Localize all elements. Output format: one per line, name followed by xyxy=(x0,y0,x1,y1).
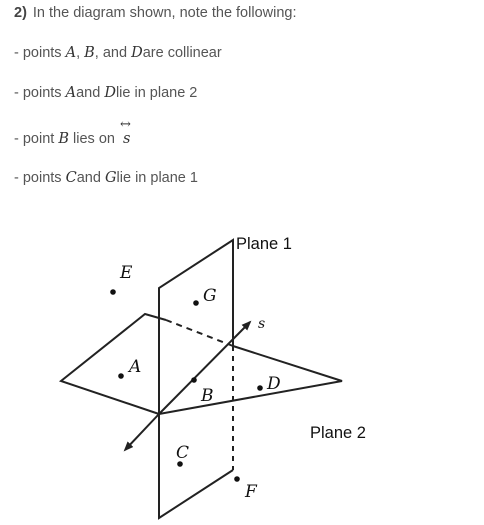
plane1-label: Plane 1 xyxy=(236,235,292,253)
math-point-b: B xyxy=(58,131,69,147)
math-point-a: A xyxy=(65,85,77,101)
point-b xyxy=(191,377,197,383)
double-arrow-icon: ↔ xyxy=(119,117,131,132)
point-g-label: G xyxy=(203,286,217,306)
math-point-a: A xyxy=(65,45,77,61)
point-d xyxy=(257,385,263,391)
line-s-label: s xyxy=(258,316,266,332)
bullet-text: , and xyxy=(94,45,132,61)
bullet-text: , xyxy=(76,45,85,61)
bullet-text: lie in plane 1 xyxy=(116,170,198,186)
bullet-text: lie in plane 2 xyxy=(115,85,198,101)
point-c-label: C xyxy=(176,443,190,463)
math-point-d: D xyxy=(131,45,143,61)
point-e xyxy=(110,289,116,295)
bullet-prefix: - points xyxy=(14,45,66,61)
point-a-label: A xyxy=(129,357,142,377)
line-s-lower xyxy=(125,414,159,450)
vector-label: s xyxy=(122,131,131,147)
plane2-outline-left xyxy=(61,314,166,414)
plane2-hidden-edge xyxy=(166,320,233,346)
bullet-prefix: - points xyxy=(14,170,66,186)
math-point-c: C xyxy=(65,170,77,186)
math-point-g: G xyxy=(104,170,117,186)
point-g xyxy=(193,300,199,306)
bullet-prefix: - point xyxy=(14,131,59,147)
point-d-label: D xyxy=(267,374,281,394)
bullet-text: and xyxy=(76,85,105,101)
plane2-outline-right xyxy=(159,346,342,414)
point-f xyxy=(234,476,240,482)
point-e-label: E xyxy=(120,263,133,283)
point-a xyxy=(118,373,124,379)
problem-intro: In the diagram shown, note the following: xyxy=(32,5,297,21)
bullet-text: lies on xyxy=(69,131,119,147)
math-point-b: B xyxy=(84,45,95,61)
point-f-label: F xyxy=(245,482,257,502)
problem-number: 2) xyxy=(14,5,27,21)
bullet-prefix: - points xyxy=(14,85,66,101)
bullet-text: are collinear xyxy=(142,45,222,61)
plane2-label: Plane 2 xyxy=(310,424,366,442)
point-b-label: B xyxy=(201,386,214,406)
bullet-text: and xyxy=(76,170,105,186)
math-point-d: D xyxy=(104,85,116,101)
